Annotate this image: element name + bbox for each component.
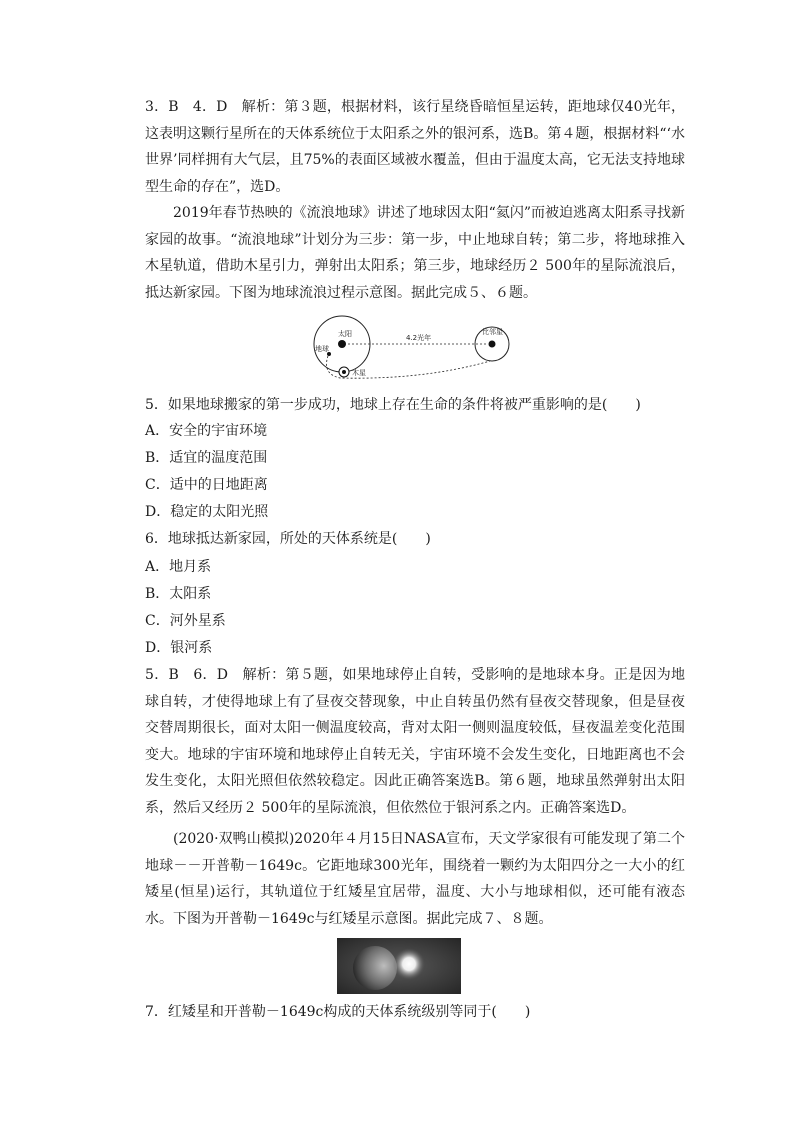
passage-intro-5-6: 2019年春节热映的《流浪地球》讲述了地球因太阳“氦闪”而被迫逃离太阳系寻找新家园的故事。“流浪地球”计划分为三步：第一步，中止地球自转；第二步，将地球推入木星轨道，借助木星引力，弹射出太阳系；第三步，地球经历２ 500年的星际流浪后，抵达新家园。下图为地球流浪过程示意图。据此完成５、６题。 — [145, 205, 685, 301]
q5-option-c: C．适中的日地距离 — [145, 477, 268, 493]
jupiter-core — [342, 370, 346, 374]
proxima-marker — [489, 341, 496, 348]
explanation-text: 解析：第５题，如果地球停止自转，受影响的是地球本身。正是因为地球自转，才使得地球上有了昼夜交替现象，中止自转虽仍然有昼夜交替现象，但是昼夜交替周期很长，面对太阳一侧温度较高，背对太阳一侧则温度较低，昼夜温差变化范围变大。地球的宇宙环境和地球停止自转无关，宇宙环境不会发生变化，日地距离也不会发生变化，太阳光照但依然较稳定。因此正确答案选B。第６题，地球虽然弹射出太阳系，然后又经历２ 500年的星际流浪，但依然位于银河系之内。正确答案选D。 — [145, 667, 686, 816]
star-glow — [393, 948, 425, 980]
answer-key: 5．B 6．D — [145, 667, 229, 683]
passage-intro-7-8: (2020·双鸭山模拟)2020年４月15日NASA宣布，天文学家很有可能发现了第二个地球－－开普勒－1649c。它距地球300光年，围绕着一颗约为太阳四分之一大小的红矮星(恒星)运行，其轨道位于红矮星宜居带，温度、大小与地球相似，还可能有液态水。下图为开普勒－1649c与红矮星示意图。据此完成７、８题。 — [145, 831, 685, 927]
q6-option-b: B．太阳系 — [145, 586, 212, 602]
sun-label: 太阳 — [338, 330, 352, 338]
kepler-red-dwarf-image — [337, 938, 461, 994]
answer-block-5-6 — [145, 662, 685, 821]
answer-key: 3．B 4．D — [145, 99, 228, 115]
question-6-stem: 6．地球抵达新家园，所处的天体系统是( ) — [145, 531, 431, 547]
question-7-stem: 7．红矮星和开普勒－1649c构成的天体系统级别等同于( ) — [145, 1004, 531, 1020]
q6-option-a: A．地月系 — [145, 559, 212, 575]
q6-option-c: C．河外星系 — [145, 613, 226, 629]
answer-block-3-4 — [145, 94, 685, 200]
earth-label: 地球 — [315, 345, 329, 353]
q6-option-d: D．银河系 — [145, 640, 213, 656]
explanation-text: 解析：第３题，根据材料，该行星绕昏暗恒星运转，距地球仅40光年，这表明这颗行星所在的天体系统位于太阳系之外的银河系，选B。第４题，根据材料“‘水世界’同样拥有大气层，且75%的表面区域被水覆盖，但由于温度太高，它无法支持地球型生命的存在”，选D。 — [145, 99, 686, 195]
earth-wandering-diagram — [304, 314, 524, 384]
distance-label: 4.2光年 — [406, 334, 432, 342]
q5-option-a: A．安全的宇宙环境 — [145, 423, 268, 439]
proxima-label: 比邻星 — [482, 328, 503, 336]
sun-marker — [338, 340, 346, 348]
q5-option-d: D．稳定的太阳光照 — [145, 504, 269, 520]
question-5-stem: 5．如果地球搬家的第一步成功，地球上存在生命的条件将被严重影响的是( ) — [145, 397, 641, 413]
planet-shape — [353, 946, 397, 990]
q5-option-b: B．适宜的温度范围 — [145, 450, 268, 466]
jupiter-label: 木星 — [352, 369, 366, 377]
planet-star-illustration — [337, 938, 461, 994]
